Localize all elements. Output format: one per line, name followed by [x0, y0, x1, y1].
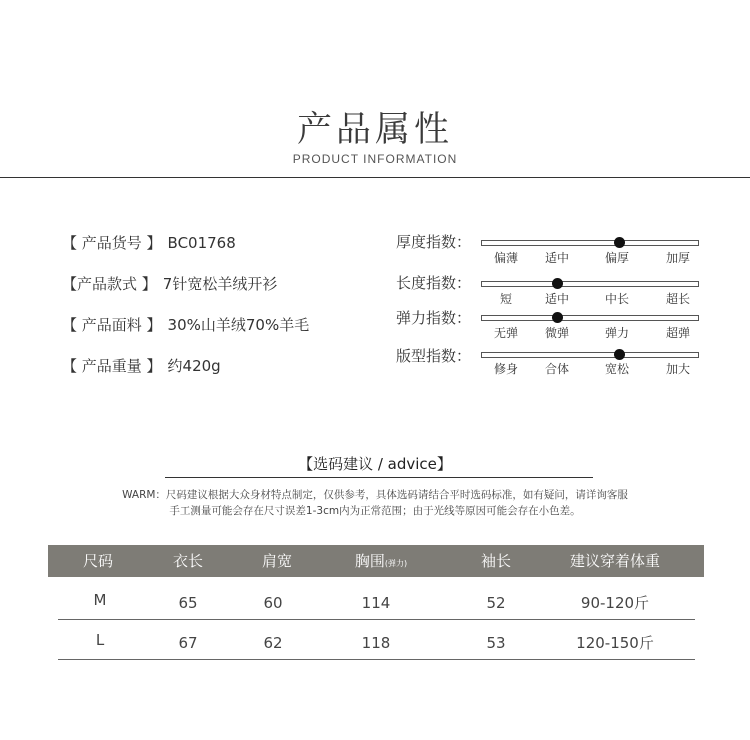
table-cell: 114 [361, 594, 391, 612]
index-option: 合体 [544, 362, 569, 376]
table-cell: 67 [178, 634, 198, 652]
header-shoulder: 肩宽 [261, 552, 292, 570]
table-cell: 53 [486, 634, 506, 652]
table-cell: 60 [263, 594, 283, 612]
index-option: 偏厚 [604, 251, 629, 265]
index-option: 超弹 [665, 326, 690, 340]
index-label: 厚度指数： [396, 233, 472, 251]
index-label: 长度指数： [396, 274, 472, 292]
index-option: 修身 [493, 362, 518, 376]
index-option: 中长 [604, 292, 629, 306]
header-weight: 建议穿着体重 [569, 552, 660, 570]
attr-label: 【 产品重量 】 [62, 357, 162, 375]
header-divider [0, 177, 750, 178]
page-subtitle: PRODUCT INFORMATION [292, 152, 458, 166]
index-scale-bar [481, 315, 699, 321]
header-sleeve: 袖长 [480, 552, 511, 570]
index-option: 加厚 [665, 251, 690, 265]
attr-value: 30%山羊绒70%羊毛 [167, 316, 310, 334]
index-option: 无弹 [493, 326, 518, 340]
index-option: 适中 [544, 292, 569, 306]
header-chest-label: 胸围 [354, 552, 385, 570]
header-chest-note: (弹力) [384, 559, 408, 568]
table-cell: 62 [263, 634, 283, 652]
index-option: 超长 [665, 292, 690, 306]
table-cell: L [95, 631, 105, 649]
index-option: 加大 [665, 362, 690, 376]
index-option: 适中 [544, 251, 569, 265]
index-selected-marker [552, 312, 563, 323]
attr-label: 【 产品货号 】 [62, 234, 162, 252]
table-cell: 118 [361, 634, 391, 652]
index-scale-bar [481, 281, 699, 287]
table-cell: 120-150斤 [576, 634, 654, 652]
row-divider [58, 659, 695, 660]
attr-value: BC01768 [167, 234, 236, 252]
table-cell: 52 [486, 594, 506, 612]
index-option: 弹力 [604, 326, 629, 340]
attr-item-style [62, 274, 277, 294]
attr-label: 【 产品面料 】 [62, 316, 162, 334]
attr-value: 7针宽松羊绒开衫 [162, 275, 278, 293]
index-scale-bar [481, 240, 699, 246]
advice-title: 【选码建议 / advice】 [298, 455, 452, 473]
warm-note-line-1: WARM：尺码建议根据大众身材特点制定，仅供参考，具体选码请结合平时选码标准，如有疑问，请详询客服 [122, 489, 628, 501]
header-chest [326, 545, 436, 580]
header-length: 衣长 [172, 552, 203, 570]
table-cell: 65 [178, 594, 198, 612]
table-cell: 90-120斤 [580, 594, 650, 612]
index-selected-marker [552, 278, 563, 289]
header-size: 尺码 [82, 552, 113, 570]
row-divider [58, 619, 695, 620]
attr-item-fabric [62, 315, 309, 335]
index-selected-marker [614, 349, 625, 360]
page-title: 产品属性 [296, 110, 453, 150]
attr-value: 约420g [167, 357, 221, 375]
index-option: 宽松 [604, 362, 629, 376]
index-scale-bar [481, 352, 699, 358]
attr-item-weight [62, 356, 221, 376]
advice-divider [165, 477, 593, 478]
table-cell: M [93, 591, 107, 609]
attr-label: 【产品款式 】 [62, 275, 157, 293]
index-label: 弹力指数： [396, 309, 472, 327]
warm-note-line-2: 手工测量可能会存在尺寸误差1-3cm内为正常范围；由于光线等原因可能会存在小色差。 [169, 505, 581, 517]
index-label: 版型指数： [396, 347, 472, 365]
index-option: 偏薄 [493, 251, 518, 265]
index-option: 微弹 [544, 326, 569, 340]
attr-item-code [62, 233, 236, 253]
index-option: 短 [499, 292, 512, 306]
index-selected-marker [614, 237, 625, 248]
